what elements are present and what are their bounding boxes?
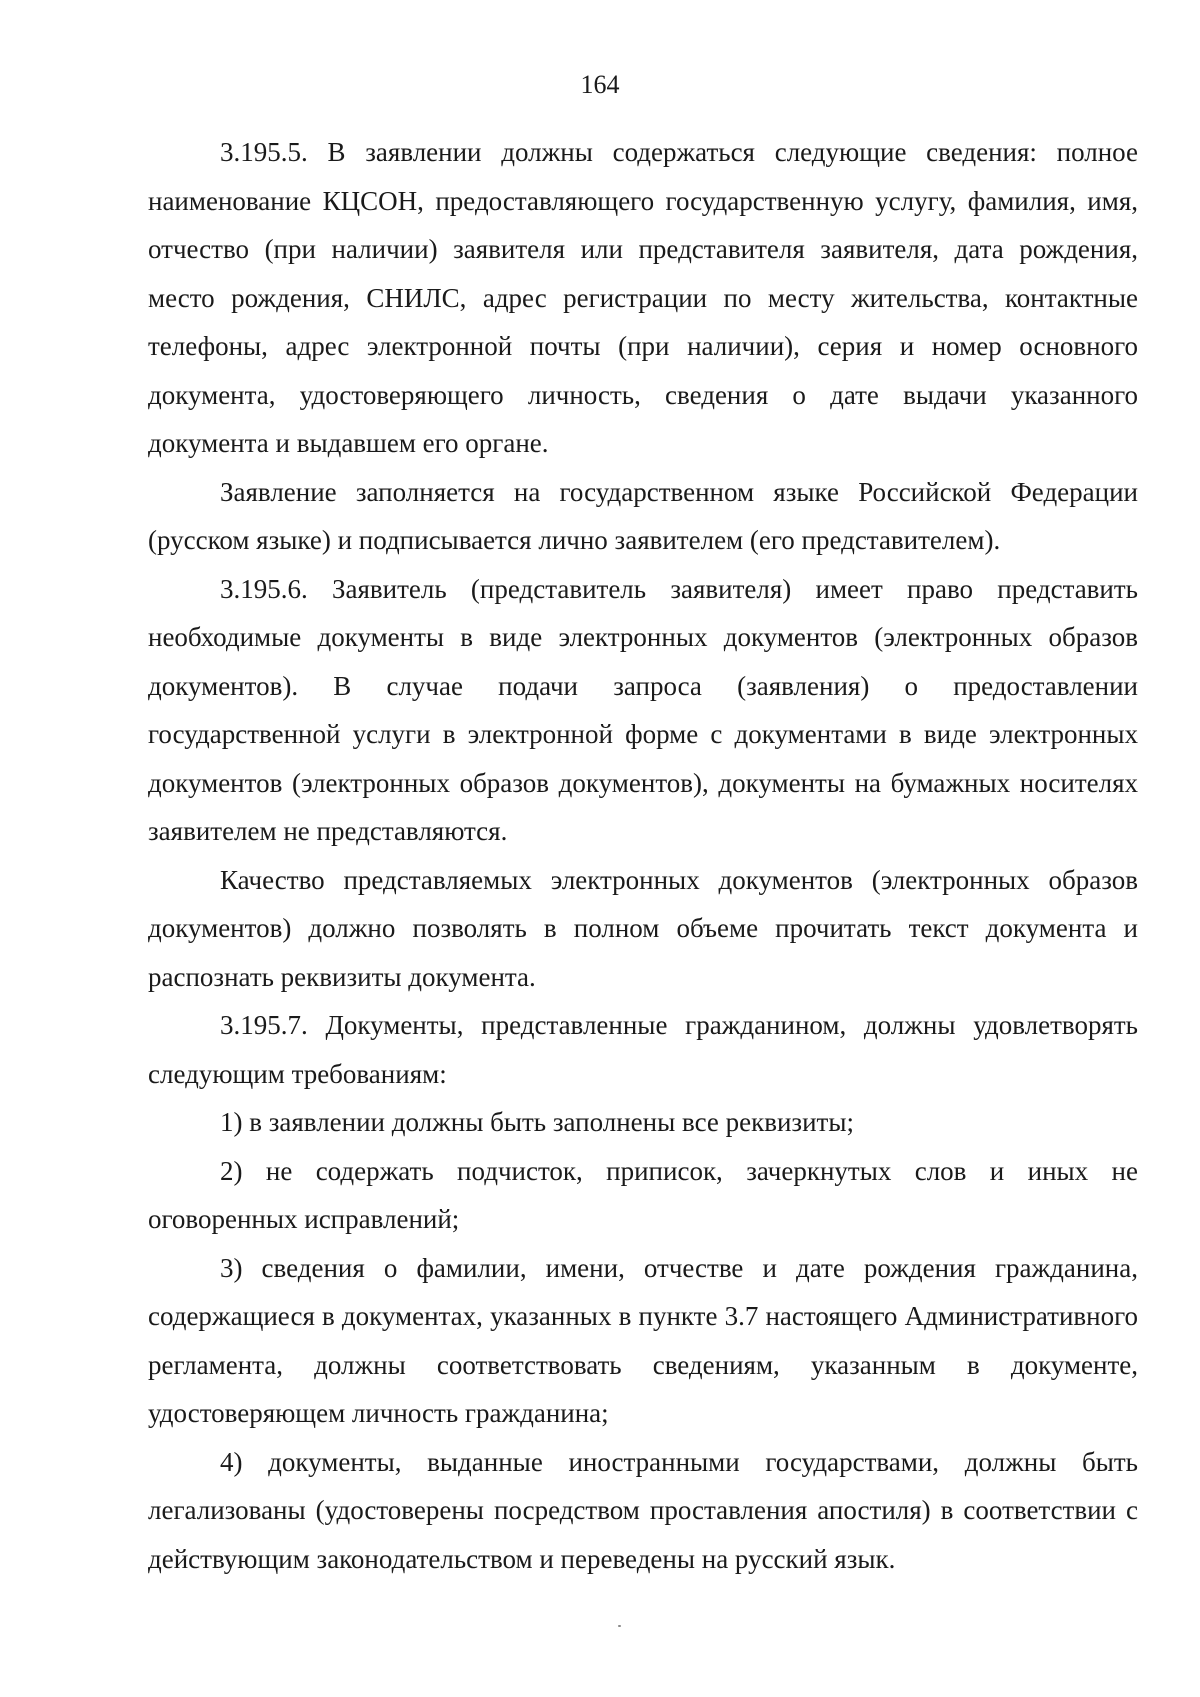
- requirement-item-1: 1) в заявлении должны быть заполнены все реквизиты;: [220, 1107, 854, 1137]
- document-body: [148, 128, 1138, 1583]
- paragraph-quality: Качество представляемых электронных документов (электронных образов документов) должно позволять в полном объеме прочитать текст документа и распознать реквизиты документа.: [148, 864, 1138, 992]
- page-number: 164: [580, 70, 620, 99]
- requirement-item-2: 2) не содержать подчисток, приписок, зачеркнутых слов и иных не оговоренных исправлений;: [148, 1155, 1138, 1234]
- paragraph-3-195-5: 3.195.5. В заявлении должны содержаться следующие сведения: полное наименование КЦСОН, предоставляющего государственную услугу, фамилия, имя, отчество (при наличии) заявителя или представителя заявителя, дата рождения, место рождения, СНИЛС, адрес регистрации по месту жительства, контактные телефоны, адрес электронной почты (при наличии), серия и номер основного документа, удостоверяющего личность, сведения о дате выдачи указанного документа и выдавшем его органе.: [148, 137, 1138, 458]
- paragraph-3-195-7: 3.195.7. Документы, представленные гражданином, должны удовлетворять следующим требованиям:: [148, 1010, 1138, 1089]
- requirement-item-3: 3) сведения о фамилии, имени, отчестве и дате рождения гражданина, содержащиеся в документах, указанных в пункте 3.7 настоящего Административного регламента, должны соответствовать сведениям, указанным в документе, удостоверяющем личность гражданина;: [148, 1252, 1138, 1428]
- scan-speck: [618, 1625, 621, 1627]
- paragraph-language: Заявление заполняется на государственном языке Российской Федерации (русском языке) и подписывается лично заявителем (его представителем).: [148, 476, 1138, 555]
- paragraph-3-195-6: 3.195.6. Заявитель (представитель заявителя) имеет право представить необходимые документы в виде электронных документов (электронных образов документов). В случае подачи запроса (заявления) о предоставлении государственной услуги в электронной форме с документами в виде электронных документов (электронных образов документов), документы на бумажных носителях заявителем не представляются.: [148, 573, 1138, 846]
- requirement-item-4: 4) документы, выданные иностранными государствами, должны быть легализованы (удостоверены посредством проставления апостиля) в соответствии с действующим законодательством и переведены на русский язык.: [148, 1446, 1138, 1574]
